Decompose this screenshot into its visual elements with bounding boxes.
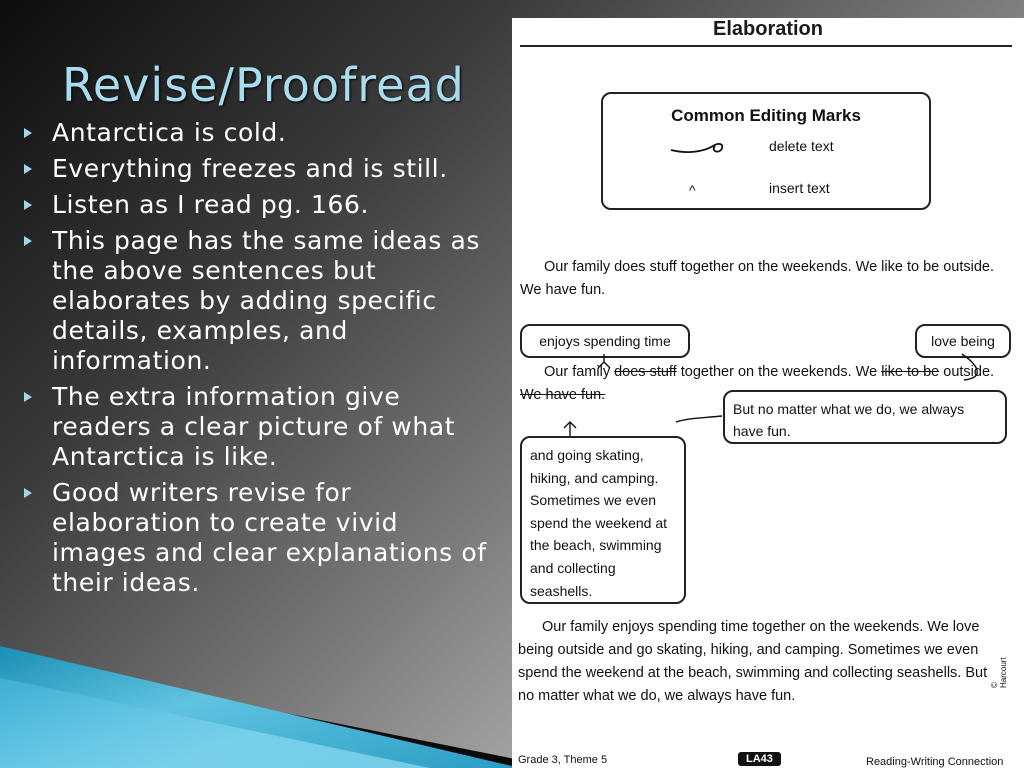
- bullet-item: [22, 226, 492, 376]
- final-paragraph: Our family enjoys spending time together on the weekends. We love being outside and go skating, hiking, and camping. Sometimes we even spend the weekend at the beach, swimming and collecting seashells. But no matter what we do, we always have fun.: [518, 619, 988, 704]
- footer-page-code: LA43: [738, 752, 781, 766]
- editing-marks-title: Common Editing Marks: [671, 106, 861, 125]
- insert-mark-icon: ^: [689, 182, 696, 198]
- deleted-text: like to be: [881, 364, 940, 380]
- insert-text-label: insert text: [769, 180, 830, 196]
- bullet-arrow-icon: [24, 488, 32, 498]
- worksheet-title: Elaboration: [712, 18, 823, 40]
- elaboration-worksheet-image: [512, 18, 1024, 768]
- bullet-text: This page has the same ideas as the above sentences but elaborates by adding specific details, examples, and information.: [52, 226, 480, 375]
- deleted-text: We have fun.: [520, 387, 606, 403]
- original-paragraph: Our family does stuff together on the weekends. We like to be outside. We have fun.: [520, 259, 995, 298]
- edited-text: outside.: [939, 364, 995, 380]
- bullet-item: [22, 154, 492, 184]
- delete-text-label: delete text: [769, 138, 834, 154]
- bullet-arrow-icon: [24, 200, 32, 210]
- deleted-text: does stuff: [614, 364, 677, 380]
- bullet-text: Everything freezes and is still.: [52, 154, 448, 183]
- footer-grade: Grade 3, Theme 5: [518, 754, 608, 766]
- bullet-arrow-icon: [24, 164, 32, 174]
- slide-title: Revise/Proofread: [62, 58, 465, 112]
- bullet-text: The extra information give readers a clear picture of what Antarctica is like.: [52, 382, 456, 471]
- bullet-arrow-icon: [24, 392, 32, 402]
- insert-bubble-love: love being: [915, 324, 1011, 358]
- bullet-arrow-icon: [24, 128, 32, 138]
- bullet-item: [22, 118, 492, 148]
- bullet-arrow-icon: [24, 236, 32, 246]
- bullet-text: Listen as I read pg. 166.: [52, 190, 370, 219]
- bullet-item: [22, 382, 492, 472]
- bullet-text: Antarctica is cold.: [52, 118, 287, 147]
- bullet-item: [22, 190, 492, 220]
- edit-connector-lines: [512, 18, 1024, 618]
- bullet-list: [22, 118, 492, 604]
- insert-bubble-going: and going skating, hiking, and camping. Sometimes we even spend the weekend at the beach, swimming and collecting seashells.: [520, 436, 686, 604]
- bullet-item: [22, 478, 492, 598]
- decorative-wedge-blue-light: [0, 678, 430, 768]
- footer-section: Reading-Writing Connection: [866, 756, 1004, 768]
- insert-bubble-enjoys: enjoys spending time: [520, 324, 690, 358]
- edited-text: Our family: [544, 364, 615, 380]
- bullet-text: Good writers revise for elaboration to create vivid images and clear explanations of their ideas.: [52, 478, 487, 597]
- insert-bubble-no-matter: But no matter what we do, we always have fun.: [723, 390, 1007, 444]
- edited-text: together on the weekends. We: [676, 364, 882, 380]
- copyright-text: © Harcourt: [990, 657, 1008, 688]
